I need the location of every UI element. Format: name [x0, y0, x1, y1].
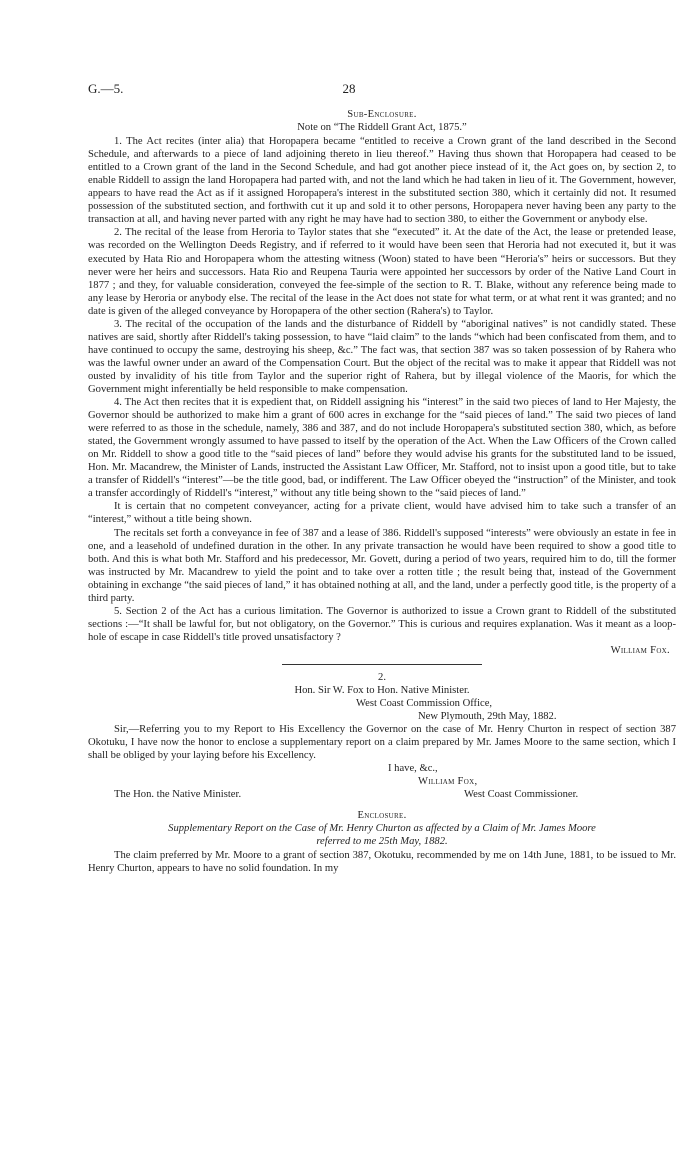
page-number: 28 — [342, 81, 356, 96]
sub-enclosure-title: Note on “The Riddell Grant Act, 1875.” — [297, 122, 467, 134]
note-paragraph-3: 3. The recital of the occupation of the lands and the disturbance of Riddell by “aboriginal natives” is not candidly stated. These natives are said, shortly after Riddell's taking possession, to have “laid claim” to the lands “which had been confiscated from them, and to have continued to occupy the same, destroying his sheep, &c.” The fact was, that section 387 was so taken possession of by Rahera who was the lawful owner under an award of the Compensation Court. But the object of the recital was to make it appear that Riddell was not ousted by invalidity of his title from Taylor and the superior right of Rahera, but by illegal violence of the Maoris, for which the Government might inferentially be held responsible to make compensation. — [88, 318, 676, 395]
letter-signer-title: West Coast Commissioner. — [464, 789, 579, 801]
letter-number: 2. — [378, 671, 386, 683]
enclosure-title-line-2: referred to me 25th May, 1882. — [316, 836, 448, 848]
enclosure-title-line-1: Supplementary Report on the Case of Mr. Henry Churton as affected by a Claim of Mr. James Moore — [168, 823, 596, 835]
letter-sign-row — [88, 788, 676, 801]
page-header — [88, 82, 610, 98]
letter-addressee: The Hon. the Native Minister. — [114, 789, 242, 801]
page-body — [88, 108, 676, 875]
letter-heading: Hon. Sir W. Fox to Hon. Native Minister. — [294, 685, 470, 697]
letter-signature: William Fox, — [418, 776, 478, 788]
note-paragraph-1: 1. The Act recites (inter alia) that Horopapera became “entitled to receive a Crown grant of the land described in the Second Schedule, and afterwards to a piece of land adjoining thereto in lieu thereof.” Having thus shown that Horopapera had ceased to be entitled to a Crown grant of the land in the Second Schedule, and had got another piece instead of it, the Act goes on, by section 2, to enable Riddell to assign the land Horopapera had parted with, and not the land which he had taken in lieu of it. The Government, however, appears to have read the Act as if it assigned Horopapera's interest in the substituted section 380, which it certainly did not. It resumed possession of the substituted section, and forthwith cut it up and sold it to other persons, Horopapera never having been any party to the transaction at all, and having never parted with any right he may have had to section 380, to either the Government or anybody else. — [88, 136, 676, 226]
section-divider — [282, 664, 482, 665]
letter-place-date: New Plymouth, 29th May, 1882. — [418, 711, 557, 723]
enclosure-body: The claim preferred by Mr. Moore to a grant of section 387, Okotuku, recommended by me on 14th June, 1881, to be issued to Mr. Henry Churton, appears to have no solid foundation. In my — [88, 849, 676, 874]
note-paragraph-6: The recitals set forth a conveyance in fee of 387 and a lease of 386. Riddell's supposed “interests” were obviously an estate in fee in one, and a leasehold of undefined duration in the other. In any private transaction he would have been required to show a good title to both. And this is what both Mr. Stafford and his predecessor, Mr. Govett, during a period of two years, required him to do, till the former was instructed by Mr. Macandrew to yield the point and to take over a rotten title ; the result being that, instead of the Government obtaining in exchange “the said pieces of land,” it has obtained nothing at all, and the land, under a perfectly good title, is the property of a third party. — [88, 527, 676, 604]
letter-office: West Coast Commission Office, — [356, 698, 493, 710]
note-signature: William Fox. — [610, 644, 670, 656]
note-paragraph-4: 4. The Act then recites that it is expedient that, on Riddell assigning his “interest” in the said two pieces of land to Her Majesty, the Governor should be authorized to make him a grant of 600 acres in exchange for the “said pieces of land.” The said two pieces of land were referred to as those in the schedule, namely, 386 and 387, and do not include Horopapera's substituted section 380, which, as before stated, the Government wrongly assumed to have passed to itself by the operation of the Act. When the Law Officers of the Crown called on Mr. Riddell to show a good title to the “said pieces of land” before they would advise his grants for the substituted land to be issued, Hon. Mr. Macandrew, the Minister of Lands, instructed the Assistant Law Officer, Mr. Stafford, not to insist upon a good title, but to take a transfer of Riddell's “interest”—be the title good, bad, or indifferent. The Law Officer obeyed the “instruction” of the Minister, and took a transfer accordingly of Riddell's “interest,” without any title being shown to the “said pieces of land.” — [88, 397, 676, 500]
note-paragraph-2: 2. The recital of the lease from Heroria to Taylor states that she “executed” it. At the date of the Act, the lease or pretended lease, was recorded on the Wellington Deeds Registry, and if referred to it would have been seen that Heroria had not executed it, but it was executed by Hata Rio and Horopapera whom the attesting witness (Woon) stated to have been “Heroria's” heirs or successors. But they never were her heirs and successors. Hata Rio and Reupena Tauria were appointed her successors by order of the Native Land Court in 1877 ; and they, for valuable consideration, conveyed the fee-simple of the section to R. T. Blake, without any reference being made to any lease by Heroria or anybody else. The recital of the lease in the Act does not state for what term, or at what rent it was granted; and no date is given of the alleged conveyance by Horopapera of the other section (Rahera's) to Taylor. — [88, 227, 676, 317]
sub-enclosure-label: Sub-Enclosure. — [347, 109, 417, 120]
note-paragraph-5: It is certain that no competent conveyancer, acting for a private client, would have advised him to take such a transfer of an “interest,” without a title being shown. — [88, 501, 676, 526]
enclosure-label: Enclosure. — [357, 810, 407, 822]
letter-closing: I have, &c., — [388, 763, 438, 775]
note-paragraph-7: 5. Section 2 of the Act has a curious limitation. The Governor is authorized to issue a Crown grant to Riddell of the substituted sections :—“It shall be lawful for, but not obligatory, on the Governor.” This is curious and requires explanation. Was it meant as a loop-hole of escape in case Riddell's title proved unsatisfactory ? — [88, 605, 676, 643]
document-reference: G.—5. — [88, 81, 124, 96]
letter-body: Sir,—Referring you to my Report to His Excellency the Governor on the case of Mr. Henry Churton in respect of section 387 Okotuku, I have now the honor to enclose a supplementary report on a claim prepared by Mr. James Moore to the same section, which I shall be obliged by your laying before his Excellency. — [88, 724, 676, 762]
